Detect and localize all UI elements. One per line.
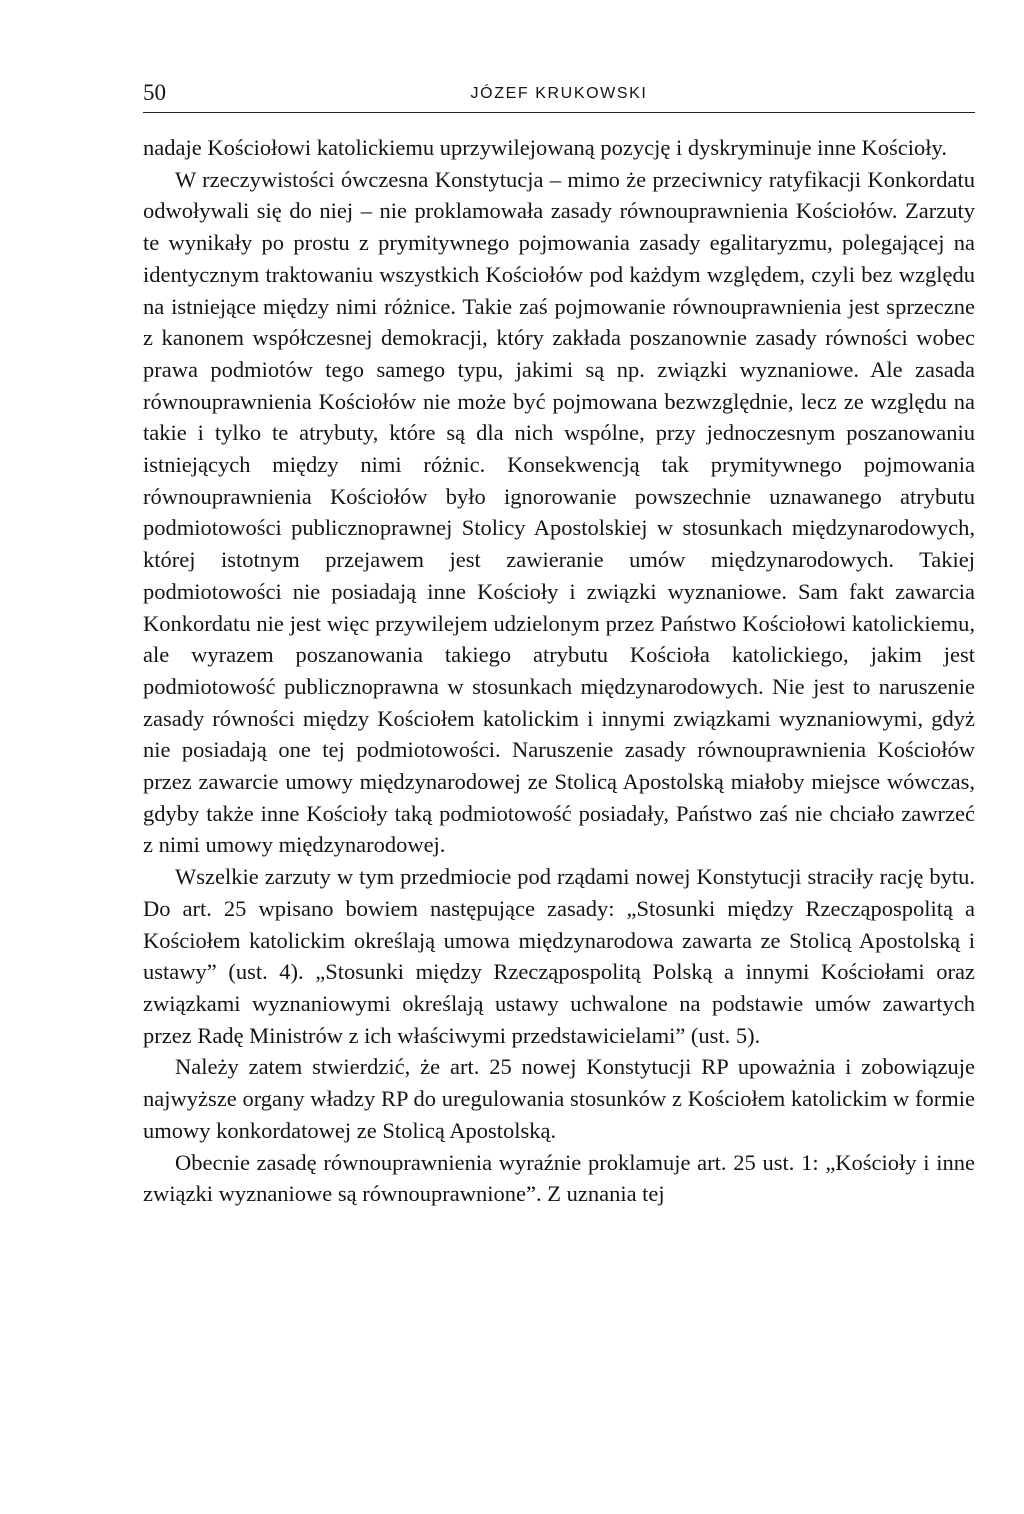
header-rule (143, 112, 975, 113)
body-text (143, 132, 975, 1210)
paragraph: Wszelkie zarzuty w tym przedmiocie pod rządami nowej Konstytucji straciły rację bytu. Do art. 25 wpisano bowiem następujące zasady: „Stosunki między Rzecząpospolitą a Kościołem katolickim określają umowa międzynarodowa zawarta ze Stolicą Apostolską i ustawy” (ust. 4). „Stosunki między Rzecząpospolitą Polską a innymi Kościołami oraz związkami wyznaniowymi określają ustawy uchwalone na podstawie umów zawartych przez Radę Ministrów z ich właściwymi przedstawicielami” (ust. 5). (143, 864, 975, 1048)
paragraph: Należy zatem stwierdzić, że art. 25 nowej Konstytucji RP upoważnia i zobowiązuje najwyższe organy władzy RP do uregulowania stosunków z Kościołem katolickim w formie umowy konkordatowej ze Stolicą Apostolską. (143, 1054, 975, 1143)
paragraph: W rzeczywistości ówczesna Konstytucja – mimo że przeciwnicy ratyfikacji Konkordatu odwoływali się do niej – nie proklamowała zasady równouprawnienia Kościołów. Zarzuty te wynikały po prostu z prymitywnego pojmowania zasady egalitaryzmu, polegającej na identycznym traktowaniu wszystkich Kościołów pod każdym względem, czyli bez względu na istniejące między nimi różnice. Takie zaś pojmowanie równouprawnienia jest sprzeczne z kanonem współczesnej demokracji, który zakłada poszanownie zasady równości wobec prawa podmiotów tego samego typu, jakimi są np. związki wyznaniowe. Ale zasada równouprawnienia Kościołów nie może być pojmowana bezwzględnie, lecz ze względu na takie i tylko te atrybuty, które są dla nich wspólne, przy jednoczesnym poszanowaniu istniejących między nimi różnic. Konsekwencją tak prymitywnego pojmowania równouprawnienia Kościołów było ignorowanie powszechnie uznawanego atrybutu podmiotowości publicznoprawnej Stolicy Apostolskiej w stosunkach międzynarodowych, której istotnym przejawem jest zawieranie umów międzynarodowych. Takiej podmiotowości nie posiadają inne Kościoły i związki wyznaniowe. Sam fakt zawarcia Konkordatu nie jest więc przywilejem udzielonym przez Państwo Kościołowi katolickiemu, ale wyrazem poszanowania takiego atrybutu Kościoła katolickiego, jakim jest podmiotowość publicznoprawna w stosunkach międzynarodowych. Nie jest to naruszenie zasady równości między Kościołem katolickim i innymi związkami wyznaniowymi, gdyż nie posiadają one tej podmiotowości. Naruszenie zasady równouprawnienia Kościołów przez zawarcie umowy międzynarodowej ze Stolicą Apostolską miałoby miejsce wówczas, gdyby także inne Kościoły taką podmiotowość posiadały, Państwo zaś nie chciało zawrzeć z nimi umowy międzynarodowej. (143, 166, 975, 858)
running-title: JÓZEF KRUKOWSKI (470, 85, 648, 102)
paragraph-continued: nadaje Kościołowi katolickiemu uprzywilejowaną pozycję i dyskryminuje inne Kościoły. (143, 135, 947, 160)
page-number: 50 (143, 80, 166, 105)
paragraph-last: Obecnie zasadę równouprawnienia wyraźnie proklamuje art. 25 ust. 1: „Kościoły i inne związki wyznaniowe są równouprawnione”. Z uznania tej (143, 1149, 975, 1207)
running-header (143, 78, 975, 108)
